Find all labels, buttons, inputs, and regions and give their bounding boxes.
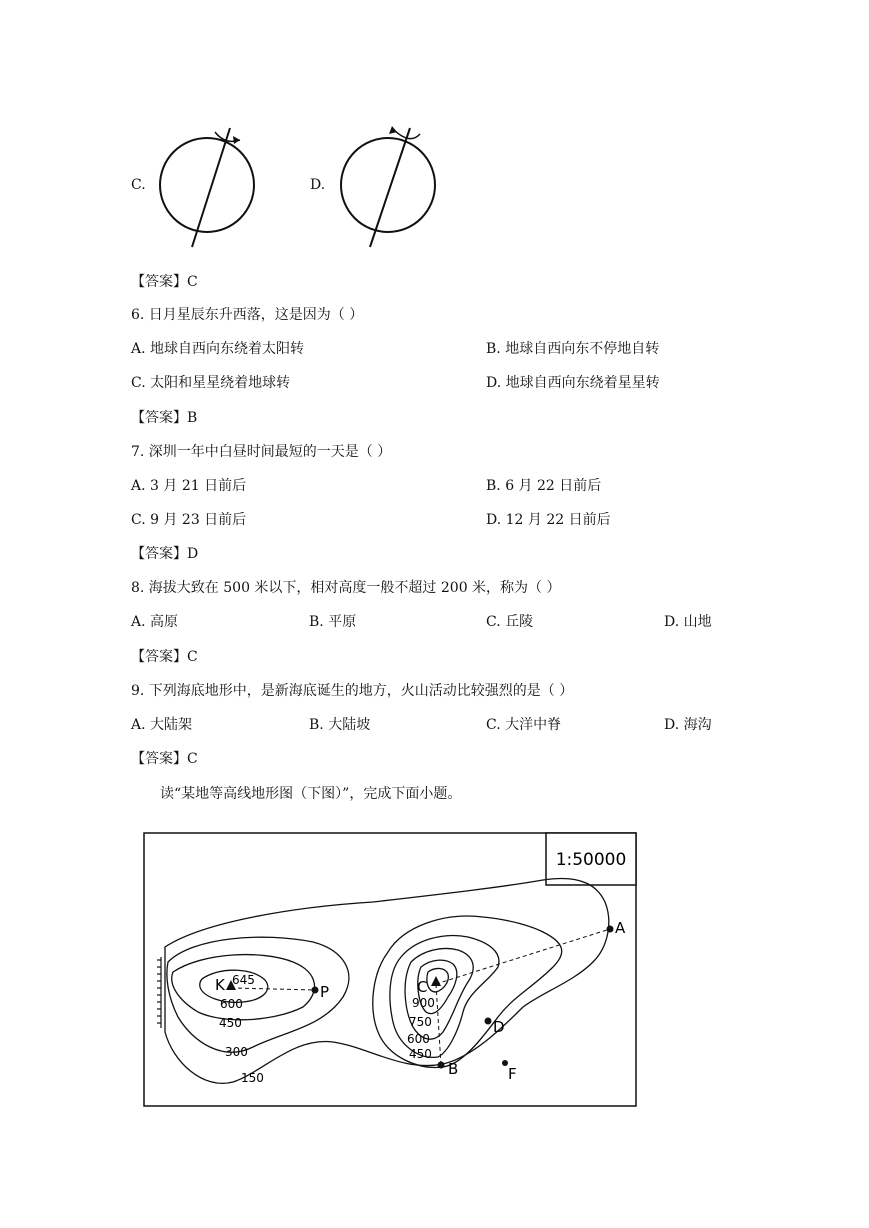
contour-label-450-left: 450 (219, 1016, 242, 1030)
q6-stem: 6. 日月星辰东升西落，这是因为（ ） (131, 307, 364, 323)
q9-answer: 【答案】C (131, 751, 198, 767)
point-f-label: F (508, 1065, 517, 1083)
point-d-label: D (493, 1018, 505, 1036)
option-c-label: C. (131, 177, 146, 193)
q7-answer: 【答案】D (131, 546, 199, 562)
contour-label-600-left: 600 (220, 997, 243, 1011)
point-c-label: C (417, 978, 428, 996)
point-a-dot (607, 926, 614, 933)
contour-label-150: 150 (241, 1071, 264, 1085)
point-b-dot (438, 1062, 445, 1069)
q9-option-d: D. 海沟 (664, 717, 712, 733)
q9-stem: 9. 下列海底地形中，是新海底诞生的地方，火山活动比较强烈的是（ ） (131, 683, 574, 699)
contour-label-450-right: 450 (409, 1047, 432, 1061)
q8-option-c: C. 丘陵 (486, 614, 534, 630)
q7-option-d: D. 12 月 22 日前后 (486, 512, 611, 528)
q8-option-b: B. 平原 (309, 614, 357, 630)
contour-map (143, 832, 638, 1108)
q8-answer: 【答案】C (131, 649, 198, 665)
point-p-dot (312, 987, 319, 994)
contour-label-645: 645 (232, 973, 255, 987)
q7-stem: 7. 深圳一年中白昼时间最短的一天是（ ） (131, 444, 392, 460)
globe-rotation-figure-c (155, 120, 265, 255)
contour-label-900: 900 (412, 996, 435, 1010)
q6-option-b: B. 地球自西向东不停地自转 (486, 341, 660, 357)
scale-label: 1:50000 (555, 850, 627, 870)
contour-label-300: 300 (225, 1045, 248, 1059)
q8-option-d: D. 山地 (664, 614, 712, 630)
point-b-label: B (448, 1060, 459, 1078)
q7-option-a: A. 3 月 21 日前后 (131, 478, 247, 494)
q8-stem: 8. 海拔大致在 500 米以下，相对高度一般不超过 200 米，称为（ ） (131, 580, 561, 596)
contour-label-750: 750 (409, 1015, 432, 1029)
q6-option-d: D. 地球自西向东绕着星星转 (486, 375, 660, 391)
option-d-label: D. (310, 177, 326, 193)
q7-option-c: C. 9 月 23 日前后 (131, 512, 247, 528)
q5-answer: 【答案】C (131, 274, 198, 290)
q8-option-a: A. 高原 (131, 614, 179, 630)
q7-option-b: B. 6 月 22 日前后 (486, 478, 602, 494)
map-intro-text: 读“某地等高线地形图（下图）”，完成下面小题。 (160, 786, 462, 802)
q9-option-a: A. 大陆架 (131, 717, 193, 733)
q6-answer: 【答案】B (131, 410, 198, 426)
q6-option-c: C. 太阳和星星绕着地球转 (131, 375, 291, 391)
point-k-label: K (215, 976, 225, 994)
globe-rotation-figure-d (332, 120, 442, 255)
contour-label-600-right: 600 (407, 1032, 430, 1046)
point-d-dot (485, 1018, 492, 1025)
point-p-label: P (320, 983, 330, 1001)
q9-option-b: B. 大陆坡 (309, 717, 371, 733)
q6-option-a: A. 地球自西向东绕着太阳转 (131, 341, 305, 357)
q9-option-c: C. 大洋中脊 (486, 717, 562, 733)
point-a-label: A (615, 919, 626, 937)
